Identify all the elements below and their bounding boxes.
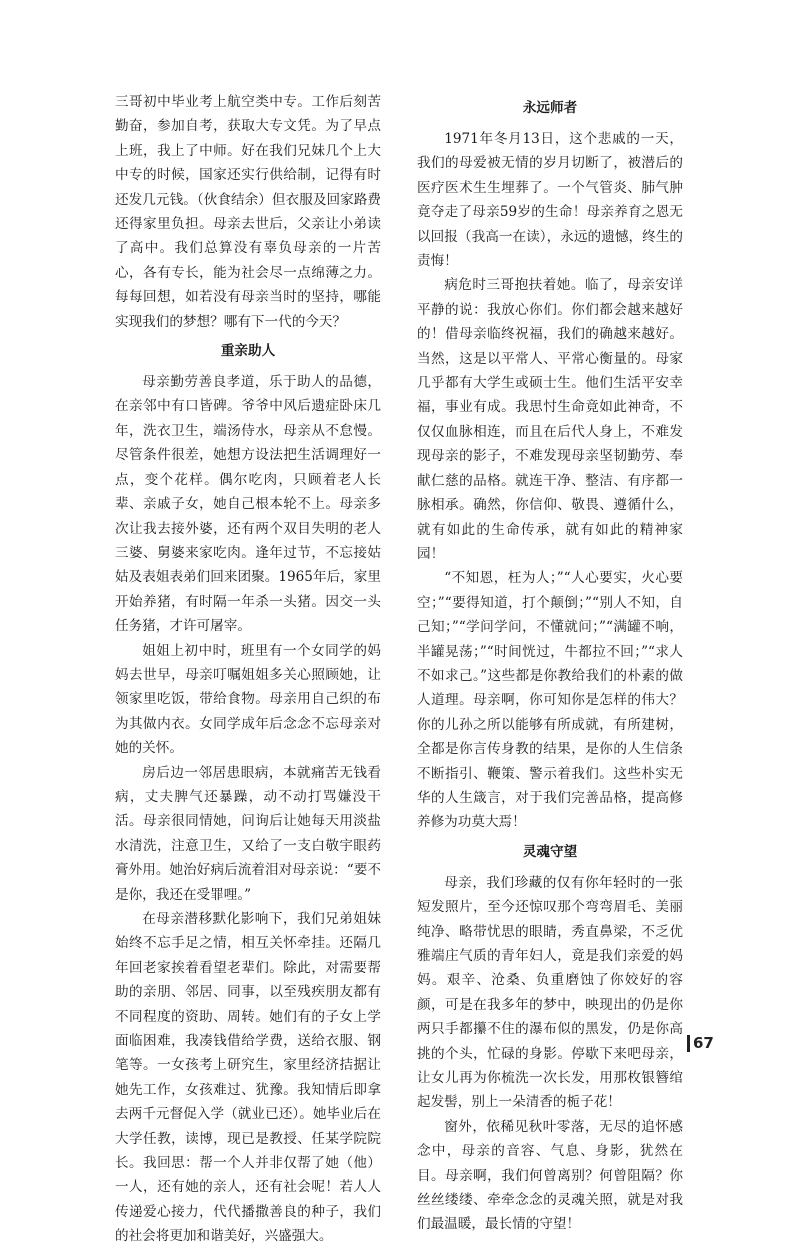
page-number-text: 67 [693, 1034, 714, 1052]
body-paragraph: 姐姐上初中时，班里有一个女同学的妈妈去世早，母亲叮嘱姐姐多关心照顾她，让领家里吃饭，带给食物。母亲用自己织的布为其做内衣。女同学成年后念念不忘母亲对她的关怀。 [115, 642, 381, 757]
section-heading-soul-watch: 灵魂守望 [522, 843, 578, 860]
page-number [687, 1034, 714, 1052]
body-paragraph: 母亲勤劳善良孝道，乐于助人的品德，在亲邻中有口皆碑。爷爷中风后遗症卧床几年，洗衣卫生，端汤侍水，母亲从不怠慢。尽管条件很差，她想方设法把生活调理好一点，变个花样。偶尔吃肉，只顾着老人长辈、亲戚子女，她自己根本轮不上。母亲多次让我去接外婆，还有两个双目失明的老人三婆、舅婆来家吃肉。逢年过节，不忘接姑姑及表姐表弟们回来团聚。1965年后，家里开始养猪，有时隔一年杀一头猪。因交一头任务猪，才许可屠宰。 [115, 374, 381, 635]
intro-paragraph: 三哥初中毕业考上航空类中专。工作后刻苦勤奋，参加自考，获取大专文凭。为了早点上班，我上了中师。好在我们兄妹几个上大中专的时候，国家还实行供给制，记得有时还发几元钱。（伙食结余）但衣服及回家路费还得家里负担。母亲去世后，父亲让小弟读了高中。我们总算没有辜负母亲的一片苦心，各有专长，能为社会尽一点绵薄之力。每每回想，如若没有母亲当时的坚持，哪能实现我们的梦想？哪有下一代的今天？ [115, 94, 381, 330]
right-column [417, 91, 683, 1237]
left-column [115, 90, 381, 1249]
section-heading-forever-teacher: 永远师者 [522, 100, 578, 116]
body-paragraph: “不知恩，枉为人；”“人心要实，火心要空；”“要得知道，打个颠倒；”“别人不知，自己知；”“学问学问，不懂就问；”“满罐不响，半罐晃荡；”“时间恍过，牛都拉不回；”“求人不如求己。”这些都是你教给我们的朴素的做人道理。母亲啊，你可知你是怎样的伟大？你的儿孙之所以能够有所成就，有所建树，全都是你言传身教的结果，是你的人生信条不断指引、鞭策、警示着我们。这些朴实无华的人生箴言，对于我们完善品格，提高修养修为功莫大焉！ [417, 570, 683, 831]
body-paragraph: 1971年冬月13日，这个悲戚的一天，我们的母爱被无情的岁月切断了，被潜后的医疗医术生生埋葬了。一个气管炎、肺气肿竟夺走了母亲59岁的生命！母亲养育之恩无以回报（我高一在读），永远的遗憾，终生的责悔！ [417, 131, 683, 270]
body-paragraph: 房后边一邻居患眼病，本就痛苦无钱看病，丈夫脾气还暴躁，动不动打骂嫌没干活。母亲很同情她，问询后让她每天用淡盐水清洗，注意卫生，又给了一支白敬宇眼药膏外用。她治好病后流着泪对母亲说：“要不是你，我还在受罪哩。” [115, 764, 381, 903]
body-paragraph: 病危时三哥抱扶着她。临了，母亲安详平静的说：我放心你们。你们都会越来越好的！借母亲临终祝福，我们的确越来越好。当然，这是以平常人、平常心衡量的。母家几乎都有大学生或硕士生。他们生活平安幸福，事业有成。我思忖生命竟如此神奇，不仅仅血脉相连，而且在后代人身上，不难发现母亲的影子，不难发现母亲坚韧勤劳、奉献仁慈的品格。就连干净、整洁、有序都一脉相承。确然，你信仰、敬畏、遵循什么，就有如此的生命传承，就有如此的精神家园！ [417, 277, 683, 562]
section-heading-help-others: 重亲助人 [220, 343, 276, 360]
body-paragraph: 母亲，我们珍藏的仅有你年轻时的一张短发照片，至今还惊叹那个弯弯眉毛、美丽纯净、略带忧思的眼睛，秀直鼻梁，不乏优雅端庄气质的青年妇人，竟是我们亲爱的妈妈。艰辛、沧桑、负重磨蚀了你姣好的容颜，可是在我多年的梦中，映现出的仍是你两只手都攥不住的瀑布似的黑发，仍是你高挑的个头，忙碌的身影。停歇下来吧母亲，让女儿再为你梳洗一次长发，用那枚银簪绾起发髻，别上一朵清香的栀子花！ [417, 874, 683, 1111]
body-paragraph: 在母亲潜移默化影响下，我们兄弟姐妹始终不忘手足之情，相互关怀牵挂。还隔几年回老家挨着看望老辈们。除此，对需要帮助的亲朋、邻居、同事，以至残疾朋友都有不同程度的资助、周转。她们有的子女上学面临困难，我凑钱借给学费，送给衣服、钢笔等。一女孩考上研究生，家里经济拮据让她先工作，女孩难过、犹豫。我知情后即拿去两千元督促入学（就业已还）。她毕业后在大学任教，读博，现已是教授、任某学院院长。我回思：帮一个人并非仅帮了她（他）一人，还有她的亲人，还有社会呢！若人人传递爱心接力，代代播撒善良的种子，我们的社会将更加和谐美好，兴盛强大。 [115, 911, 381, 1245]
body-paragraph: 窗外，依稀见秋叶零落，无尽的追怀感念中，母亲的音容、气息、身影，犹然在目。母亲啊，我们何曾离别？何曾阻隔？你丝丝缕缕、牵牵念念的灵魂关照，就是对我们最温暖，最长情的守望！ [417, 1118, 683, 1233]
page-number-bar [687, 1035, 690, 1052]
